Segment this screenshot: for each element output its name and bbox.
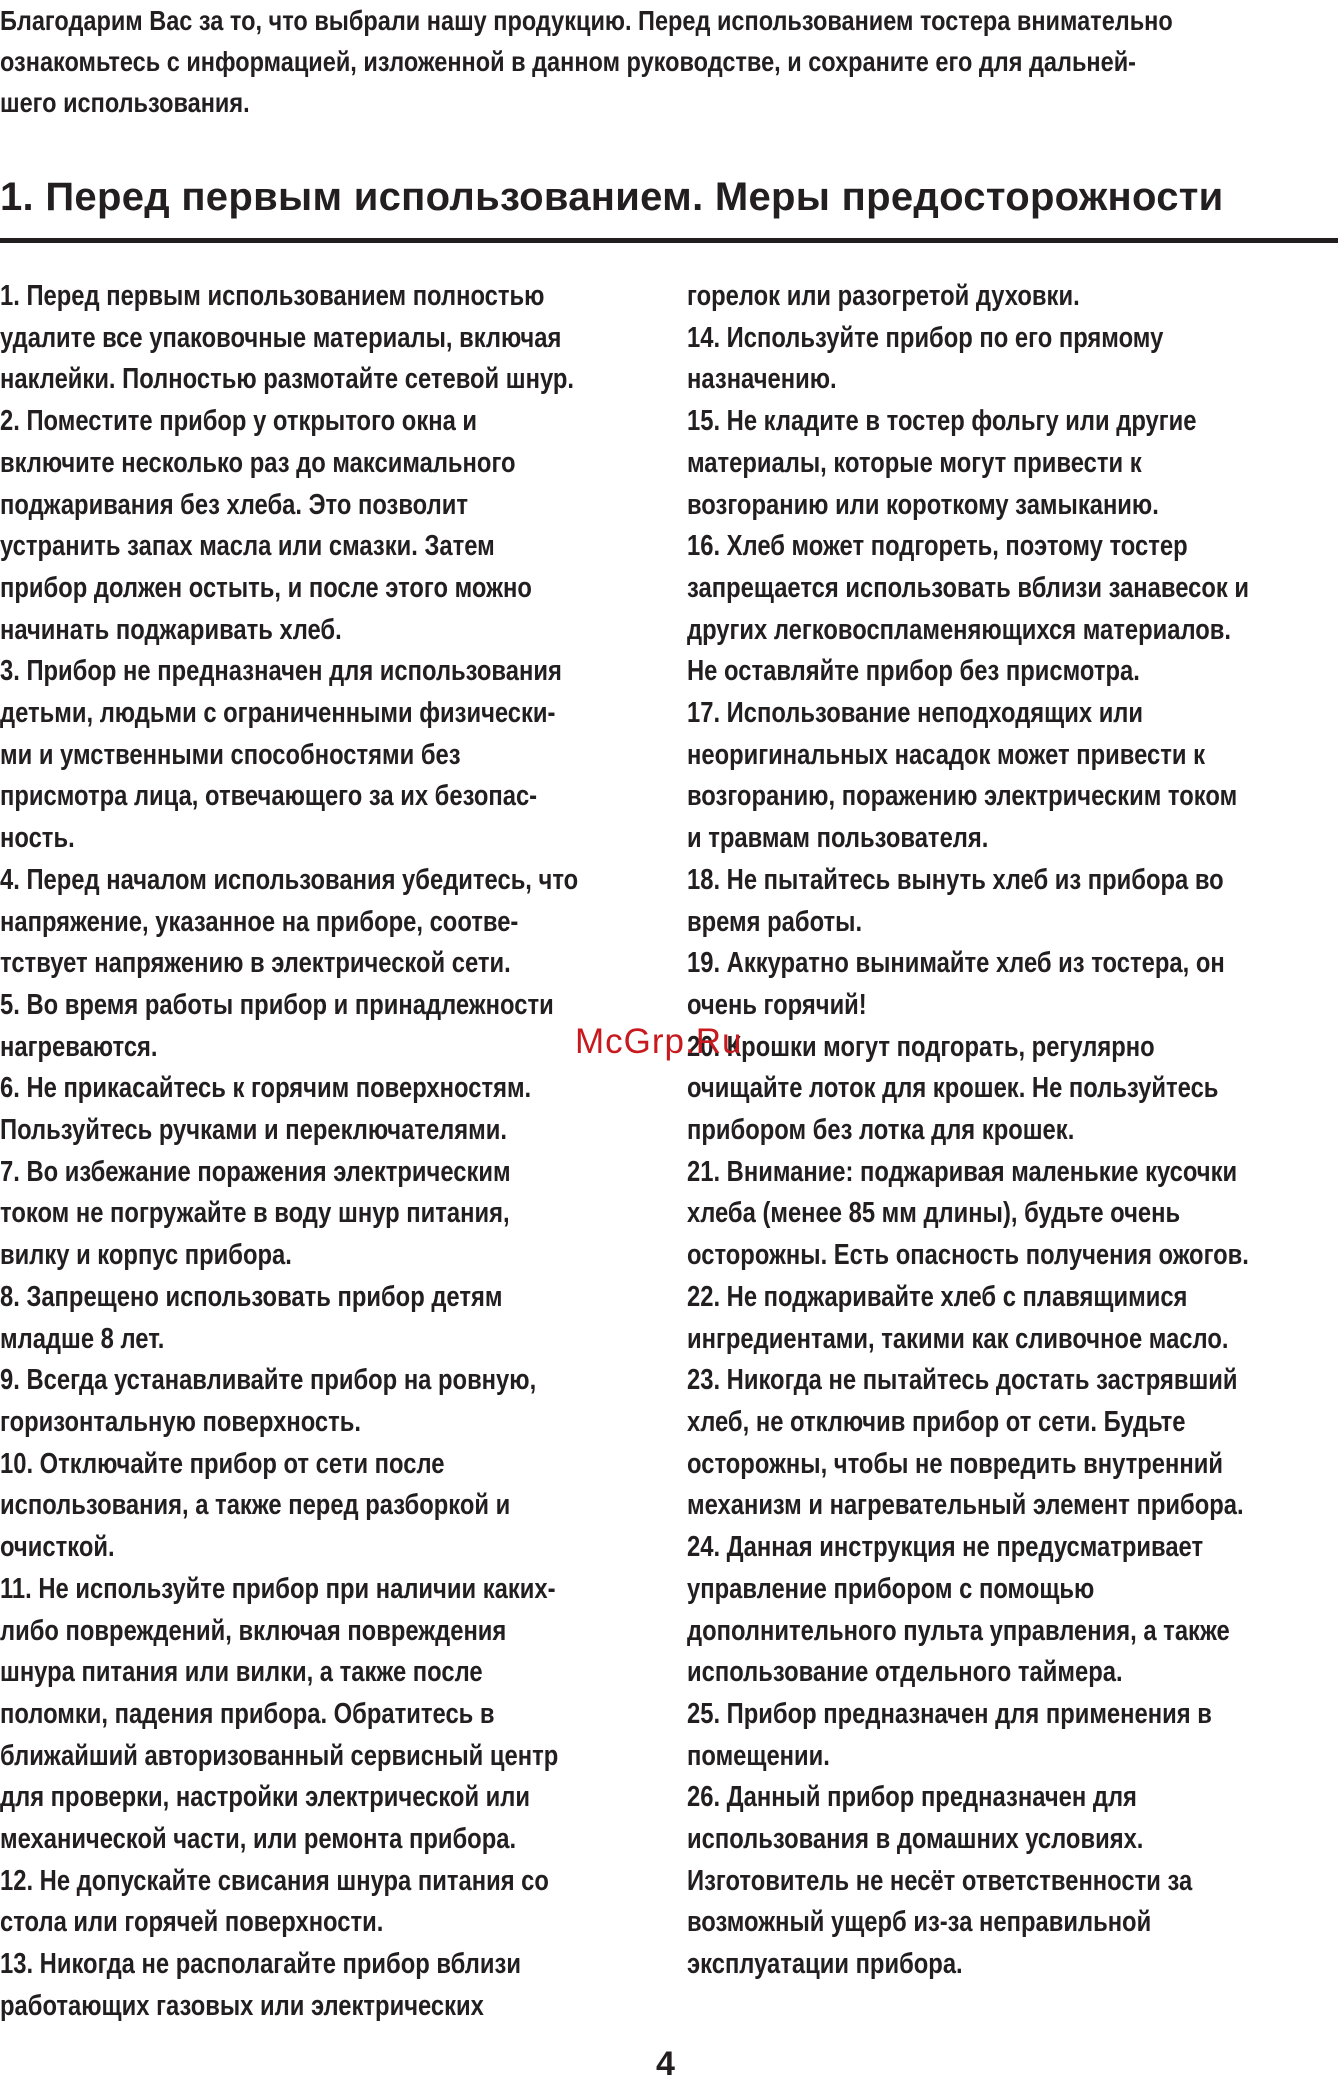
text-line: 3. Прибор не предназначен для использования [0, 655, 562, 688]
text-line: Не оставляйте прибор без присмотра. [687, 655, 1140, 688]
text-line: ми и умственными способностями без [0, 738, 461, 771]
text-line: тствует напряжению в электрической сети. [0, 947, 511, 980]
text-line: 13. Никогда не располагайте прибор вблизи [0, 1948, 521, 1981]
text-line: очисткой. [0, 1531, 115, 1564]
text-line: 2. Поместите прибор у открытого окна и [0, 405, 478, 438]
left-column-text [0, 276, 652, 2028]
text-line: устранить запах масла или смазки. Затем [0, 530, 495, 563]
page-number: 4 [656, 2045, 675, 2083]
text-line: 19. Аккуратно вынимайте хлеб из тостера, он [687, 947, 1225, 980]
text-line: работающих газовых или электрических [0, 1989, 484, 2022]
text-line: осторожны, чтобы не повредить внутренний [687, 1447, 1223, 1480]
intro-line: ознакомьтесь с информацией, изложенной в данном руководстве, и сохраните его для дальней- [0, 46, 1136, 77]
left-column [0, 276, 660, 2028]
text-line: хлеба (менее 85 мм длины), будьте очень [687, 1197, 1181, 1230]
text-line: 23. Никогда не пытайтесь достать застрявший [687, 1364, 1238, 1397]
right-column [687, 276, 1338, 1986]
text-line: наклейки. Полностью размотайте сетевой шнур. [0, 363, 575, 396]
intro-paragraph [0, 0, 1336, 123]
intro-line: шего использования. [0, 87, 250, 118]
text-line: вилку и корпус прибора. [0, 1239, 292, 1272]
text-line: прибор должен остыть, и после этого можно [0, 571, 532, 604]
text-line: 16. Хлеб может подгореть, поэтому тостер [687, 530, 1188, 563]
text-line: механизм и нагревательный элемент прибора. [687, 1489, 1244, 1522]
text-line: напряжение, указанное на приборе, соотве- [0, 905, 519, 938]
text-line: очень горячий! [687, 988, 867, 1021]
text-line: 20. Крошки могут подгорать, регулярно [687, 1030, 1155, 1063]
text-line: прибором без лотка для крошек. [687, 1114, 1075, 1147]
text-line: Пользуйтесь ручками и переключателями. [0, 1114, 507, 1147]
text-line: 8. Запрещено использовать прибор детям [0, 1280, 503, 1313]
text-line: дополнительного пульта управления, а также [687, 1614, 1230, 1647]
text-line: запрещается использовать вблизи занавесок и [687, 571, 1249, 604]
text-line: осторожны. Есть опасность получения ожогов. [687, 1239, 1249, 1272]
text-line: включите несколько раз до максимального [0, 446, 516, 479]
text-line: и травмам пользователя. [687, 822, 989, 855]
text-line: 15. Не кладите в тостер фольгу или другие [687, 405, 1197, 438]
text-line: других легковоспламеняющихся материалов. [687, 613, 1232, 646]
text-line: 12. Не допускайте свисания шнура питания со [0, 1864, 549, 1897]
text-line: материалы, которые могут привести к [687, 446, 1142, 479]
text-line: присмотра лица, отвечающего за их безопас- [0, 780, 538, 813]
text-line: 6. Не прикасайтесь к горячим поверхностям. [0, 1072, 532, 1105]
text-line: очищайте лоток для крошек. Не пользуйтесь [687, 1072, 1219, 1105]
intro-line: Благодарим Вас за то, что выбрали нашу продукцию. Перед использованием тостера внимательно [0, 5, 1173, 36]
section-heading: 1. Перед первым использованием. Меры предосторожности [0, 175, 1224, 219]
text-line: шнура питания или вилки, а также после [0, 1656, 483, 1689]
text-line: возгоранию, поражению электрическим током [687, 780, 1238, 813]
text-line: детьми, людьми с ограниченными физически- [0, 697, 556, 730]
text-line: ность. [0, 822, 75, 855]
heading-rule [0, 238, 1338, 243]
text-line: 4. Перед началом использования убедитесь, что [0, 863, 579, 896]
text-line: для проверки, настройки электрической или [0, 1781, 531, 1814]
text-line: 17. Использование неподходящих или [687, 697, 1144, 730]
text-line: 10. Отключайте прибор от сети после [0, 1447, 445, 1480]
text-line: ближайший авторизованный сервисный центр [0, 1739, 559, 1772]
text-line: эксплуатации прибора. [687, 1948, 963, 1981]
text-line: 21. Внимание: поджаривая маленькие кусочки [687, 1155, 1238, 1188]
watermark: McGrp.Ru [575, 1022, 743, 1061]
text-line: механической части, или ремонта прибора. [0, 1823, 517, 1856]
text-line: назначению. [687, 363, 837, 396]
text-line: время работы. [687, 905, 863, 938]
text-line: поломки, падения прибора. Обратитесь в [0, 1697, 495, 1730]
text-line: возможный ущерб из-за неправильной [687, 1906, 1152, 1939]
text-line: 5. Во время работы прибор и принадлежности [0, 988, 554, 1021]
text-line: младше 8 лет. [0, 1322, 165, 1355]
text-line: начинать поджаривать хлеб. [0, 613, 342, 646]
text-line: 25. Прибор предназначен для применения в [687, 1697, 1212, 1730]
text-line: 24. Данная инструкция не предусматривает [687, 1531, 1204, 1564]
text-line: управление прибором с помощью [687, 1572, 1095, 1605]
text-line: 1. Перед первым использованием полностью [0, 280, 545, 312]
text-line: поджаривания без хлеба. Это позволит [0, 488, 468, 521]
text-line: Изготовитель не несёт ответственности за [687, 1864, 1193, 1897]
text-line: помещении. [687, 1739, 830, 1772]
text-line: 26. Данный прибор предназначен для [687, 1781, 1137, 1814]
text-line: 9. Всегда устанавливайте прибор на ровную, [0, 1364, 537, 1397]
text-line: неоригинальных насадок может привести к [687, 738, 1205, 771]
text-line: 7. Во избежание поражения электрическим [0, 1155, 511, 1188]
text-line: стола или горячей поверхности. [0, 1906, 384, 1939]
text-line: хлеб, не отключив прибор от сети. Будьте [687, 1405, 1186, 1438]
text-line: горелок или разогретой духовки. [687, 280, 1080, 312]
text-line: использования в домашних условиях. [687, 1823, 1144, 1856]
text-line: удалите все упаковочные материалы, включая [0, 321, 562, 354]
text-line: 14. Используйте прибор по его прямому [687, 321, 1164, 354]
text-line: использование отдельного таймера. [687, 1656, 1123, 1689]
text-line: 22. Не поджаривайте хлеб с плавящимися [687, 1280, 1188, 1313]
text-line: 11. Не используйте прибор при наличии каких- [0, 1572, 556, 1605]
text-line: нагреваются. [0, 1030, 158, 1063]
text-line: горизонтальную поверхность. [0, 1405, 362, 1438]
text-line: возгоранию или короткому замыканию. [687, 488, 1159, 521]
text-line: током не погружайте в воду шнур питания, [0, 1197, 510, 1230]
text-line: 18. Не пытайтесь вынуть хлеб из прибора во [687, 863, 1224, 896]
text-line: использования, а также перед разборкой и [0, 1489, 511, 1522]
text-line: либо повреждений, включая повреждения [0, 1614, 507, 1647]
right-column-text [687, 276, 1338, 1986]
text-line: ингредиентами, такими как сливочное масло. [687, 1322, 1229, 1355]
